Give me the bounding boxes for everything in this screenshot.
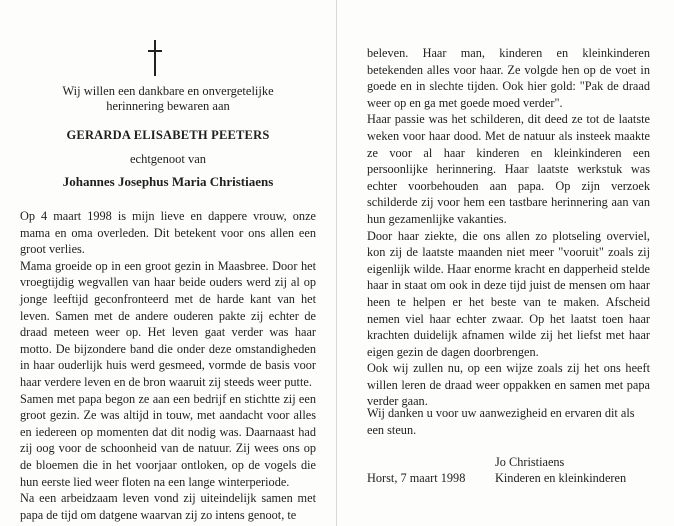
signature-name: Jo Christiaens	[495, 455, 565, 469]
left-body	[20, 208, 316, 523]
deceased-name: GERARDA ELISABETH PEETERS	[66, 128, 270, 142]
intro-line-1: Wij willen een dankbare en onvergetelijke	[62, 84, 274, 98]
cross-horizontal	[148, 50, 162, 52]
paragraph: Haar passie was het schilderen, dit deed ze tot de laatste weken voor haar dood. Met de natuur als insteek maakte ze voor al haar kinderen en kleinkinderen een persoonlijke herinnering. Haar laatste werkstuk was echter voorbehouden aan papa. Op zijn verzoek schilderde zij voor hem een tastbare herinnering aan van hun gezamenlijke vakanties.	[367, 112, 650, 226]
intro-text	[0, 84, 336, 114]
paragraph: Na een arbeidzaam leven vond zij uiteindelijk samen met papa de tijd om datgene waarvan zij zo intens genoot, te	[20, 491, 316, 522]
cross-icon	[148, 40, 162, 76]
thanks-text: Wij danken u voor uw aanwezigheid en ervaren dit als een steun.	[367, 406, 635, 437]
place-date: Horst, 7 maart 1998	[367, 471, 466, 485]
paragraph: Mama groeide op in een groot gezin in Maasbree. Door het vroegtijdig wegvallen van haar beide ouders werd zij al op jonge leeftijd geconfronteerd met de harde kant van het leven. Samen met de andere ouderen pakte zij echter de draad meteen weer op. Het leven gaat verder was haar motto. De bijzondere band die onder deze omstandigheden in haar ouderlijk huis werd gesmeed, vormde de basis voor haar verdere leven en de bron waaruit zij steeds weer putte.	[20, 258, 316, 389]
cross-vertical	[154, 40, 156, 76]
paragraph: Op 4 maart 1998 is mijn lieve en dappere vrouw, onze mama en oma overleden. Dit betekent voor ons allen een groot verlies.	[20, 209, 316, 257]
paragraph: Door haar ziekte, die ons allen zo plotseling overviel, kon zij de laatste maanden niet meer "vooruit" zoals zij eigenlijk wilde. Haar enorme kracht en dapperheid stelde haar in staat om ook in deze tijd juist de mensen om haar heen te helpen er het beste van te maken. Afscheid nemen viel haar echter zwaar. Op het laatst toen haar krachten duidelijk afnamen wilde zij het liefst met haar eigen gezin de dagen doorbrengen.	[367, 228, 650, 359]
spouse-label: echtgenoot van	[129, 152, 206, 166]
right-body	[367, 45, 650, 410]
paragraph: beleven. Haar man, kinderen en kleinkinderen betekenden alles voor haar. Ze volgde hen op de voet in goede en in slechte tijden. Ook hier gold: "Pak de draad weer op en ga met goede moed verder".	[367, 46, 650, 110]
intro-line-2: herinnering bewaren aan	[106, 99, 230, 113]
left-page	[0, 0, 336, 526]
paragraph: Ook wij zullen nu, op een wijze zoals zij het ons heeft willen leren de draad weer oppakken en samen met papa verder gaan.	[367, 361, 650, 409]
right-page	[337, 0, 674, 526]
paragraph: Samen met papa begon ze aan een bedrijf en stichtte zij een groot gezin. Ze was altijd in touw, met aandacht voor alles en iedereen op momenten dat dit nodig was. Daarnaast had zij oog voor de schoonheid van de natuur. Zij wees ons op de bloemen die in het voorjaar ontloken, op de vogels die hun eerste lied weer floten na een lange winterperiode.	[20, 391, 316, 489]
spouse-name: Johannes Josephus Maria Christiaens	[62, 174, 274, 189]
signature-family: Kinderen en kleinkinderen	[495, 471, 627, 485]
